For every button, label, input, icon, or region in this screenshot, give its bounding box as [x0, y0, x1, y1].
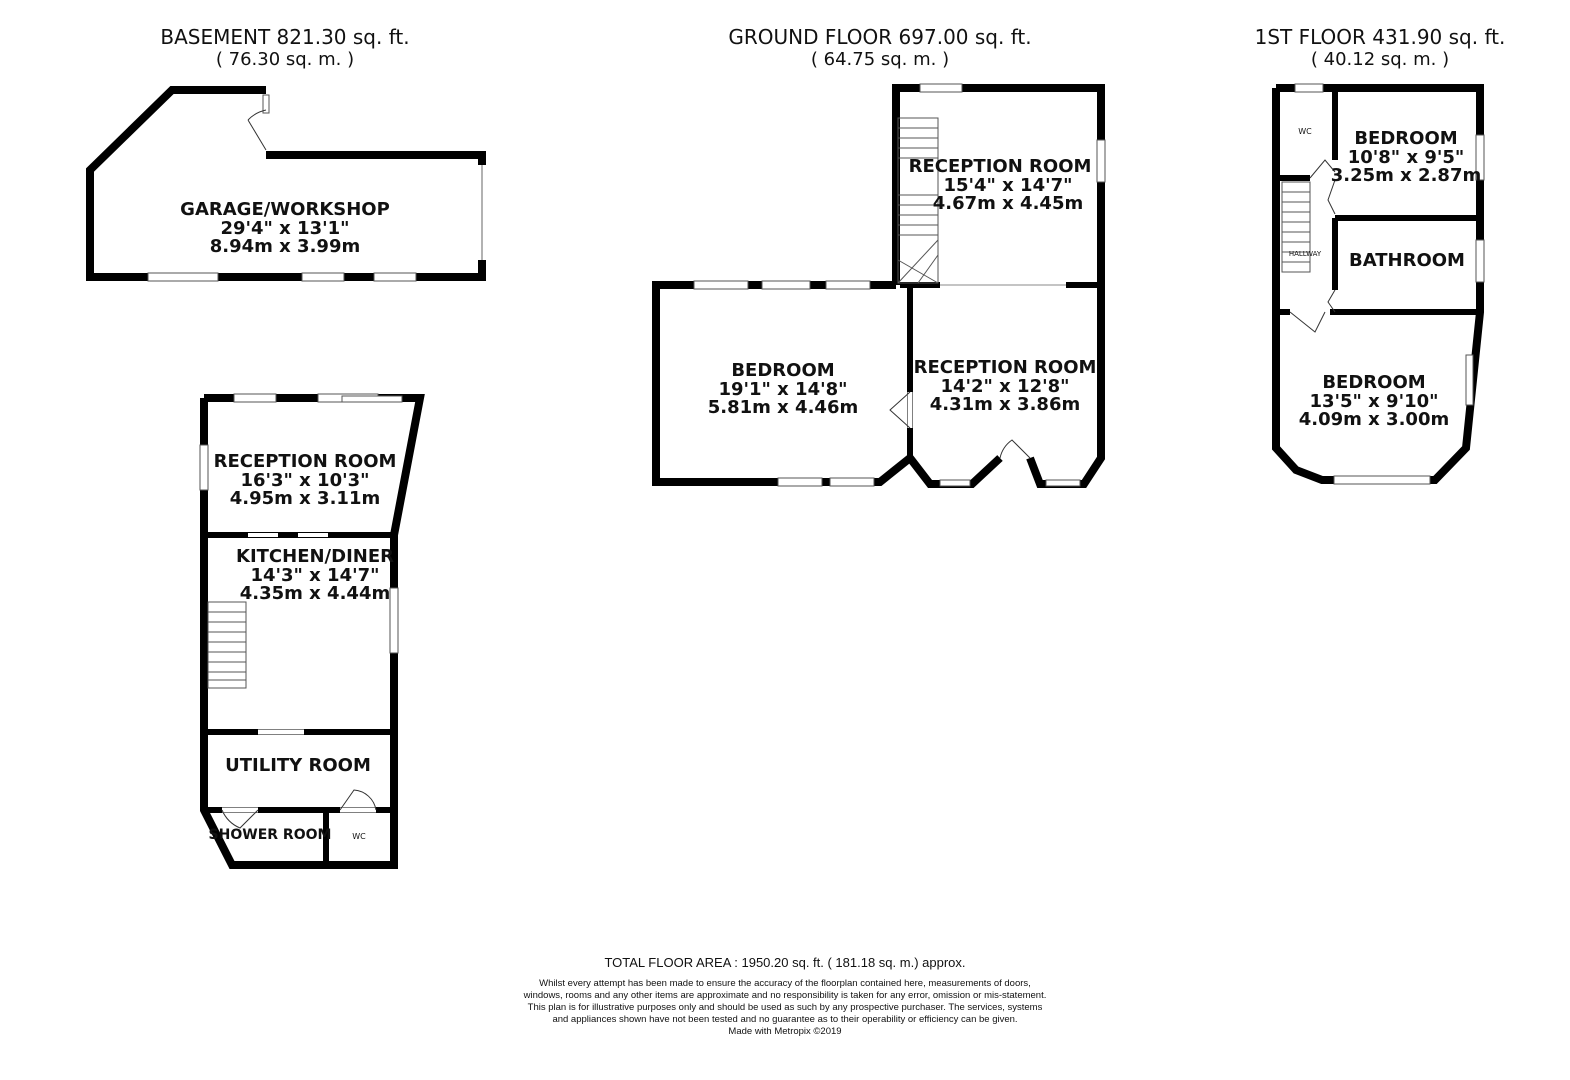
utility-name: UTILITY ROOM — [225, 755, 371, 776]
shower-name: SHOWER ROOM — [208, 827, 332, 843]
total-floor-area: TOTAL FLOOR AREA : 1950.20 sq. ft. ( 181.18 sq. m.) approx. — [604, 955, 966, 970]
garage-metric: 8.94m x 3.99m — [209, 236, 361, 257]
basement-reception-metric: 4.95m x 3.11m — [229, 488, 381, 509]
basement-reception-imperial: 16'3" x 10'3" — [240, 470, 370, 491]
made-with-credit: Made with Metropix ©2019 — [728, 1026, 842, 1037]
footer — [500, 955, 1070, 1038]
kitchen-metric: 4.35m x 4.44m — [239, 583, 391, 604]
ground-reception-front-imperial: 14'2" x 12'8" — [940, 376, 1070, 397]
first-bedroom-rear-imperial: 10'8" x 9'5" — [1347, 147, 1465, 168]
ground-reception-rear-imperial: 15'4" x 14'7" — [943, 175, 1073, 196]
kitchen-imperial: 14'3" x 14'7" — [250, 565, 380, 586]
hallway-name: HALLWAY — [1288, 250, 1322, 258]
first-bedroom-rear-name: BEDROOM — [1354, 128, 1458, 149]
first-floor-subtitle: ( 40.12 sq. m. ) — [1310, 49, 1450, 70]
first-bedroom-rear-metric: 3.25m x 2.87m — [1330, 165, 1482, 186]
basement-title: BASEMENT 821.30 sq. ft. — [160, 25, 410, 49]
garage-name: GARAGE/WORKSHOP — [180, 199, 390, 220]
disclaimer: Whilst every attempt has been made to ensure the accuracy of the floorplan contained here, measurements of doors, windows, rooms and any other items are approximate and no responsibility is taken for any error, omission or mis-statement. This plan is for illustrative purposes only and should be used as such by any prospective purchaser. The services, systems and appliances shown have not been tested and no guarantee as to their operability or efficiency can be given. — [523, 978, 1047, 1025]
kitchen-name: KITCHEN/DINER — [236, 546, 394, 567]
first-bedroom-front-imperial: 13'5" x 9'10" — [1309, 391, 1439, 412]
ground-reception-front-name: RECEPTION ROOM — [913, 357, 1097, 378]
first-wc-name: WC — [1298, 127, 1312, 136]
ground-bedroom-metric: 5.81m x 4.46m — [707, 397, 859, 418]
garage-imperial: 29'4" x 13'1" — [220, 218, 350, 239]
ground-floor-title: GROUND FLOOR 697.00 sq. ft. — [728, 25, 1032, 49]
ground-floor-subtitle: ( 64.75 sq. m. ) — [810, 49, 950, 70]
ground-floor-plan — [656, 84, 1105, 486]
basement-reception-name: RECEPTION ROOM — [213, 451, 397, 472]
ground-reception-rear-name: RECEPTION ROOM — [908, 156, 1092, 177]
ground-bedroom-name: BEDROOM — [731, 360, 835, 381]
first-bedroom-front-metric: 4.09m x 3.00m — [1298, 409, 1450, 430]
first-bedroom-front-name: BEDROOM — [1322, 372, 1426, 393]
basement-subtitle: ( 76.30 sq. m. ) — [215, 49, 355, 70]
first-floor-title: 1ST FLOOR 431.90 sq. ft. — [1254, 25, 1506, 49]
bathroom-name: BATHROOM — [1349, 250, 1465, 271]
ground-reception-front-metric: 4.31m x 3.86m — [929, 394, 1081, 415]
ground-reception-rear-metric: 4.67m x 4.45m — [932, 193, 1084, 214]
basement-wc-name: WC — [352, 832, 366, 841]
ground-bedroom-imperial: 19'1" x 14'8" — [718, 379, 848, 400]
